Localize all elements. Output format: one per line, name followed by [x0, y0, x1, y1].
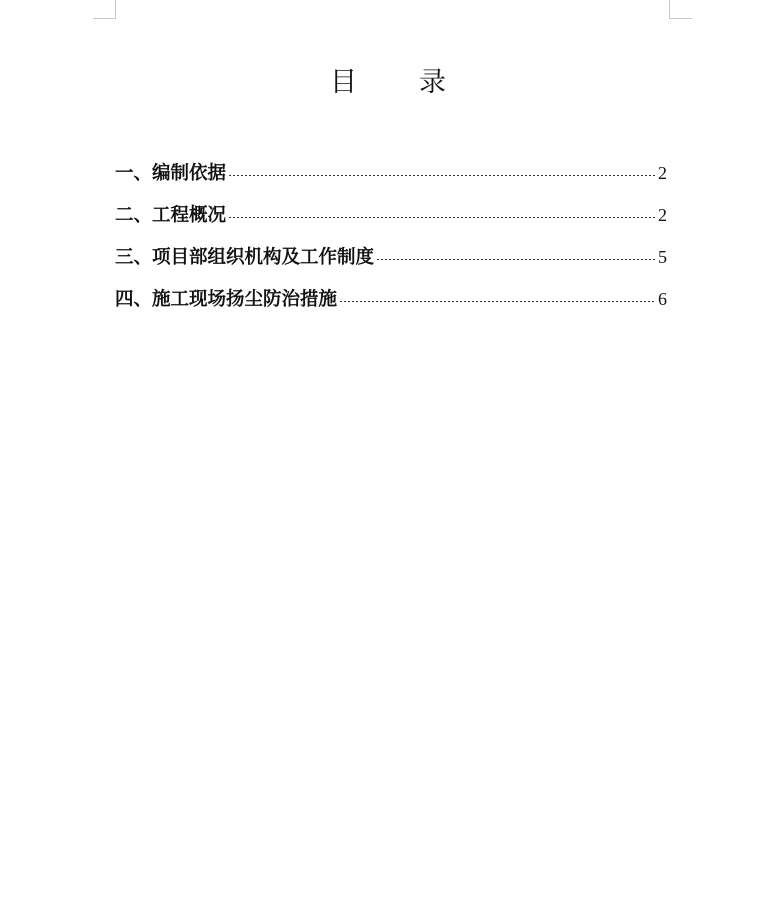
toc-entry-label[interactable]: 一、编制依据 — [115, 163, 227, 184]
toc-entry-page-number[interactable]: 5 — [658, 247, 667, 267]
toc-dot-leader — [376, 259, 656, 260]
crop-mark-top-right — [669, 0, 692, 19]
crop-mark-top-left — [93, 0, 116, 19]
toc-dot-leader — [228, 175, 656, 176]
toc-dot-leader — [228, 217, 656, 218]
toc-entry[interactable] — [115, 242, 667, 284]
toc-entry[interactable] — [115, 200, 667, 242]
toc-entry-page-number[interactable]: 2 — [658, 205, 667, 225]
toc-list — [115, 158, 667, 326]
toc-entry-label[interactable]: 三、项目部组织机构及工作制度 — [115, 247, 375, 268]
toc-title — [0, 66, 776, 100]
toc-entry-label[interactable]: 四、施工现场扬尘防治措施 — [115, 289, 338, 310]
toc-title-char-1: 目 — [330, 67, 357, 98]
toc-entry-label[interactable]: 二、工程概况 — [115, 205, 227, 226]
toc-entry-page-number[interactable]: 6 — [658, 289, 667, 309]
toc-entry[interactable] — [115, 284, 667, 326]
toc-dot-leader — [339, 301, 656, 302]
toc-entry-page-number[interactable]: 2 — [658, 163, 667, 183]
toc-entry[interactable] — [115, 158, 667, 200]
toc-title-char-2: 录 — [419, 67, 446, 98]
